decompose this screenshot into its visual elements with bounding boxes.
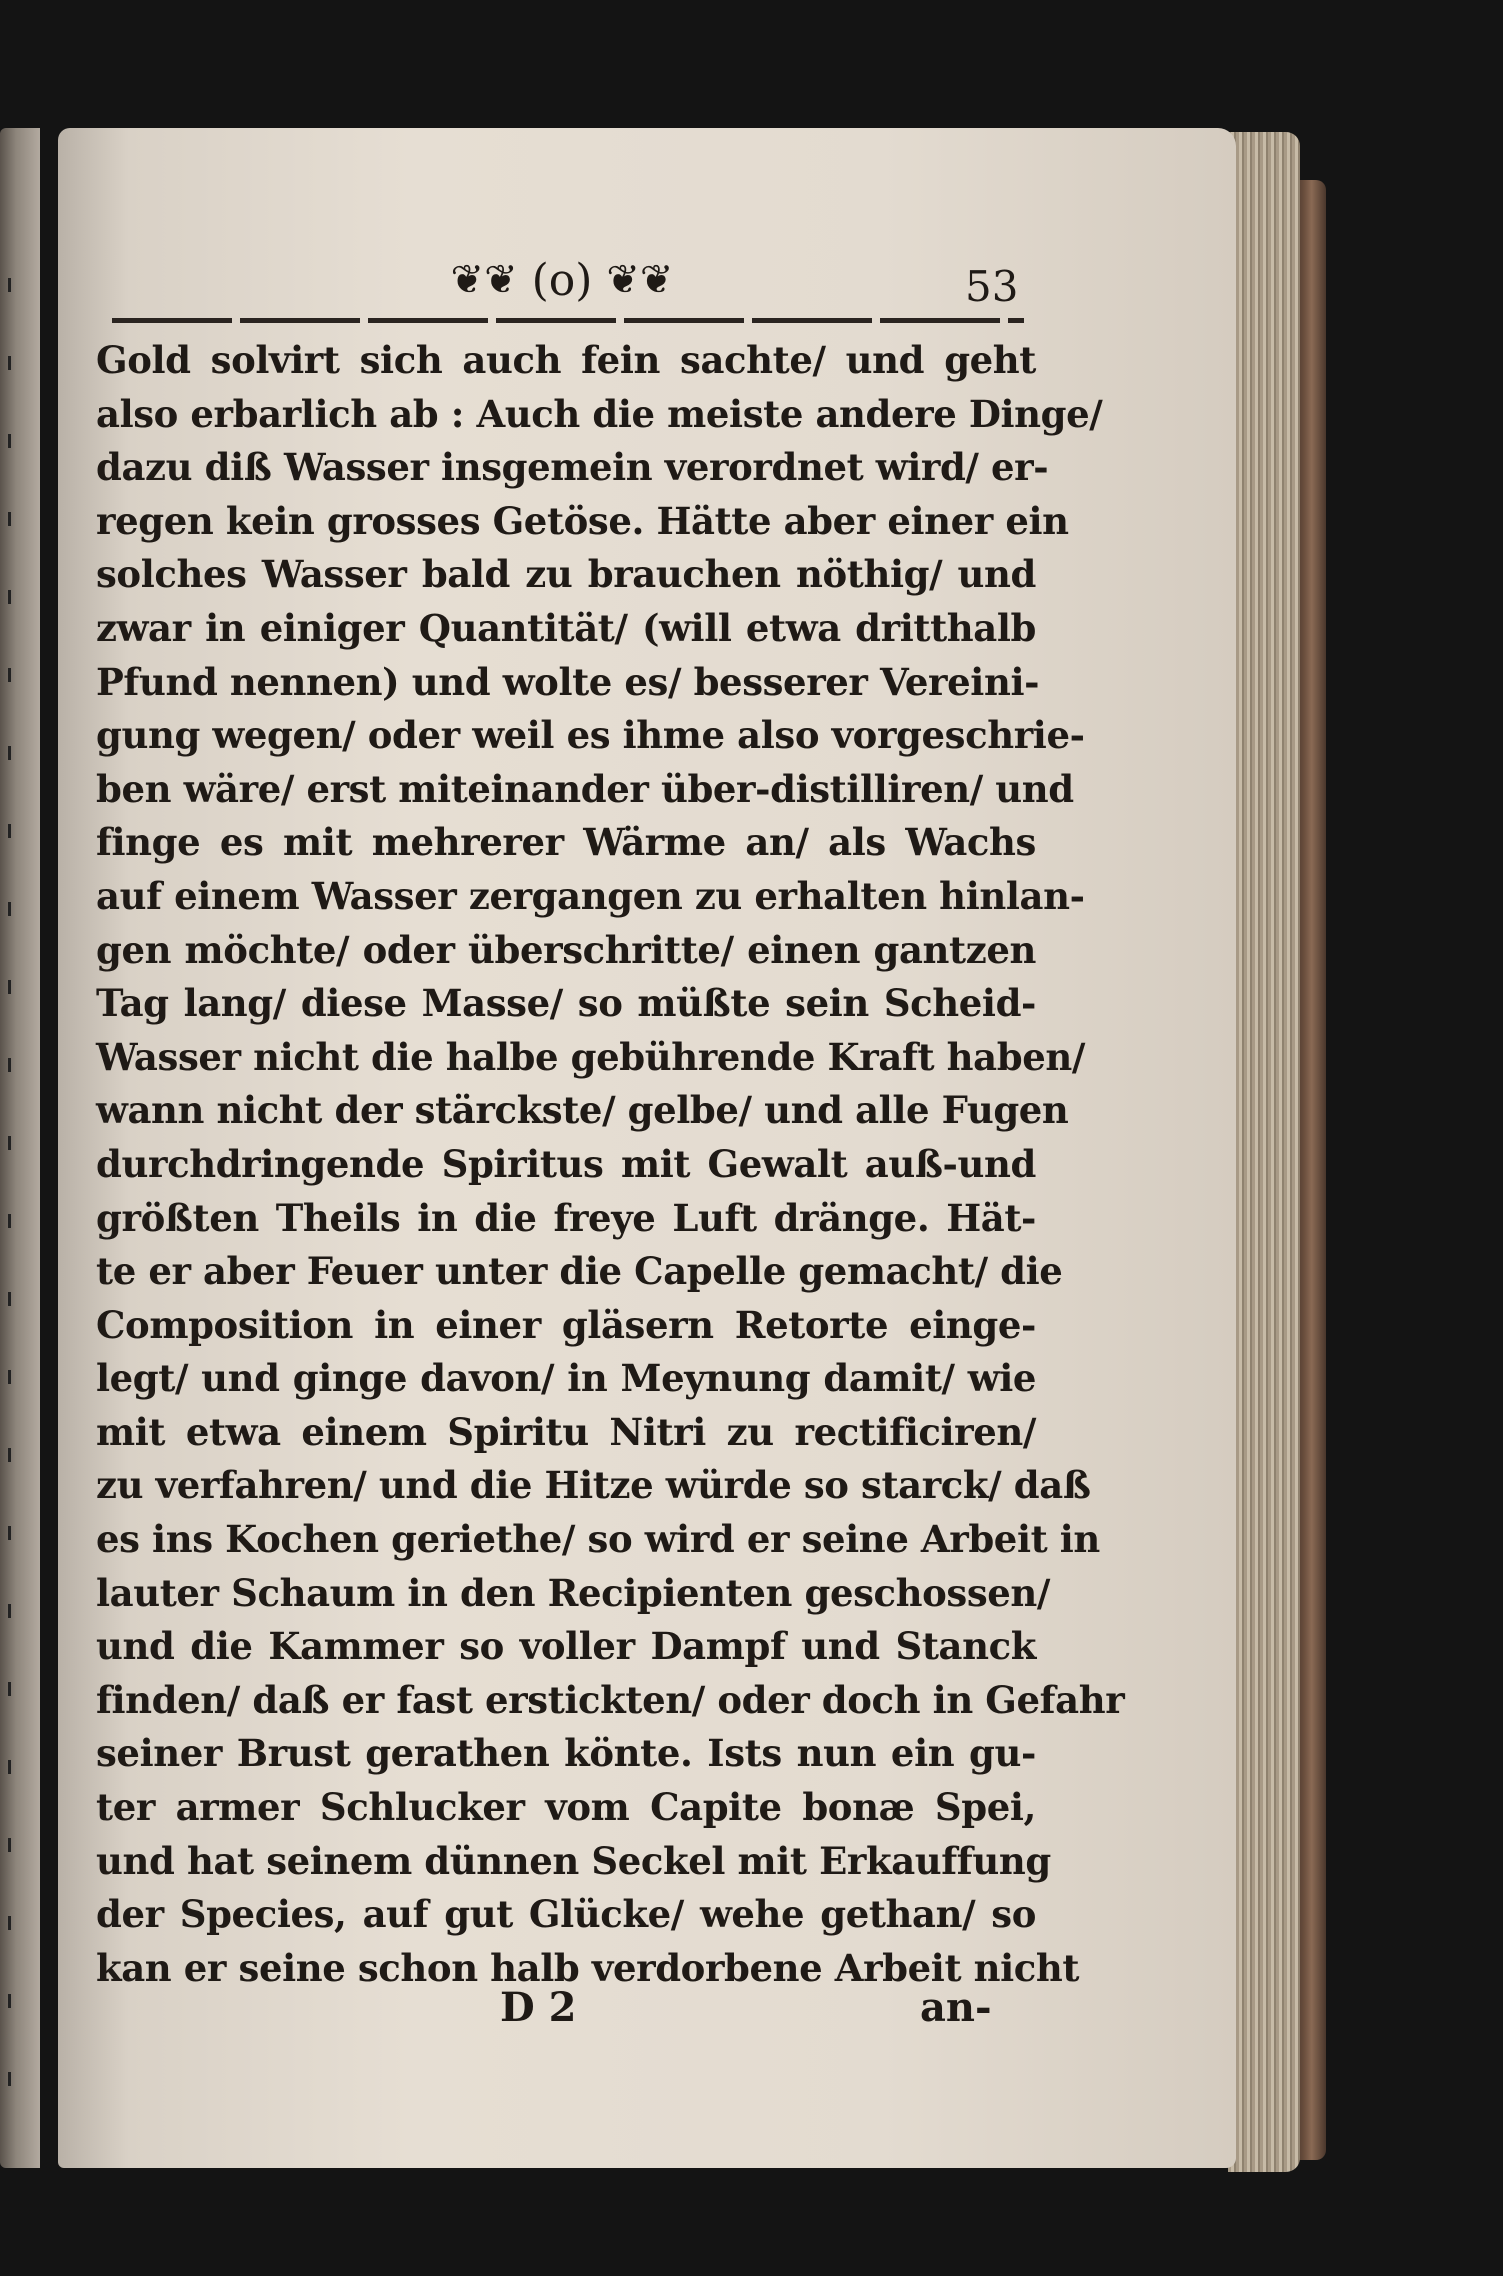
right-ornament: ❦❦: [606, 257, 674, 303]
text-line: Wasser nicht die halbe gebührende Kraft haben/: [96, 1034, 1085, 1079]
text-line: und die Kammer so voller Dampf und Stanck: [96, 1624, 1036, 1669]
facing-page-text-fragment: [8, 2072, 11, 2086]
text-line: und hat seinem dünnen Seckel mit Erkauffung: [96, 1838, 1051, 1883]
page-number: 53: [965, 262, 1019, 311]
facing-page-text-fragment: [8, 1838, 11, 1852]
facing-page-text-fragment: [8, 1526, 11, 1540]
facing-page-text-fragment: [8, 1136, 11, 1150]
facing-page-text-fragment: [8, 1214, 11, 1228]
facing-page-text-fragment: [8, 1370, 11, 1384]
facing-page-text-fragment: [8, 824, 11, 838]
signature-mark: D 2: [500, 1984, 577, 2031]
facing-page-text-fragment: [8, 512, 11, 526]
text-line: größten Theils in die freye Luft dränge. Hät-: [96, 1195, 1036, 1240]
facing-page-text-fragment: [8, 1292, 11, 1306]
text-line: der Species, auf gut Glücke/ wehe gethan/ so: [96, 1892, 1036, 1937]
facing-page-text-fragment: [8, 434, 11, 448]
text-line: dazu diß Wasser insgemein verordnet wird/ er-: [96, 445, 1049, 490]
text-line: kan er seine schon halb verdorbene Arbeit nicht: [96, 1945, 1080, 1990]
text-line: finge es mit mehrerer Wärme an/ als Wachs: [96, 820, 1036, 865]
facing-page-text-fragment: [8, 1916, 11, 1930]
text-line: gen möchte/ oder überschritte/ einen gantzen: [96, 927, 1036, 972]
text-line: finden/ daß er fast erstickten/ oder doch in Gefahr: [96, 1677, 1125, 1722]
text-line: ter armer Schlucker vom Capite bonæ Spei,: [96, 1785, 1036, 1830]
text-line: te er aber Feuer unter die Capelle gemacht/ die: [96, 1249, 1063, 1294]
facing-page-text-fragment: [8, 278, 11, 292]
text-line: Tag lang/ diese Masse/ so müßte sein Scheid-: [96, 981, 1036, 1026]
text-line: Gold solvirt sich auch fein sachte/ und geht: [96, 338, 1036, 382]
text-line: also erbarlich ab : Auch die meiste andere Dinge/: [96, 391, 1103, 436]
text-line: gung wegen/ oder weil es ihme also vorgeschrie-: [96, 713, 1085, 758]
left-ornament: ❦❦: [450, 257, 518, 303]
facing-page-text-fragment: [8, 356, 11, 370]
text-line: durchdringende Spiritus mit Gewalt auß-und: [96, 1141, 1036, 1186]
running-head: [412, 250, 712, 310]
text-line: wann nicht der stärckste/ gelbe/ und alle Fugen: [96, 1088, 1069, 1133]
text-line: zwar in einiger Quantität/ (will etwa dritthalb: [96, 605, 1036, 650]
head-mark: (o): [531, 254, 593, 306]
facing-page-text-fragment: [8, 746, 11, 760]
text-line: lauter Schaum in den Recipienten geschossen/: [96, 1570, 1051, 1615]
facing-page-text-fragment: [8, 1448, 11, 1462]
facing-page-text-fragment: [8, 980, 11, 994]
text-line: mit etwa einem Spiritu Nitri zu rectificiren/: [96, 1409, 1036, 1454]
header-rule: [112, 318, 1024, 323]
text-line: es ins Kochen geriethe/ so wird er seine Arbeit in: [96, 1517, 1100, 1562]
text-line: regen kein grosses Getöse. Hätte aber einer ein: [96, 498, 1069, 543]
text-line: zu verfahren/ und die Hitze würde so starck/ daß: [96, 1463, 1091, 1508]
facing-page-text-fragment: [8, 668, 11, 682]
facing-page-text-fragment: [8, 1058, 11, 1072]
facing-page-text-fragment: [8, 1760, 11, 1774]
text-line: solches Wasser bald zu brauchen nöthig/ und: [96, 552, 1036, 597]
facing-page-edge: [0, 128, 40, 2168]
facing-page-text-fragment: [8, 590, 11, 604]
text-line: seiner Brust gerathen könte. Ists nun ein gu-: [96, 1731, 1036, 1776]
facing-page-text-fragment: [8, 1682, 11, 1696]
text-line: auf einem Wasser zergangen zu erhalten hinlan-: [96, 873, 1085, 918]
facing-page-text-fragment: [8, 1604, 11, 1618]
text-line: Pfund nennen) und wolte es/ besserer Vereini-: [96, 659, 1040, 704]
facing-page-text-fragment: [8, 1994, 11, 2008]
text-line: Composition in einer gläsern Retorte einge-: [96, 1302, 1036, 1347]
page-block-edges: [1228, 132, 1300, 2172]
text-line: legt/ und ginge davon/ in Meynung damit/ wie: [96, 1356, 1036, 1401]
facing-page-text-fragment: [8, 902, 11, 916]
text-line: ben wäre/ erst miteinander über-distilliren/ und: [96, 766, 1074, 811]
catchword: an-: [920, 1984, 992, 2031]
body-text: [96, 334, 1125, 1995]
